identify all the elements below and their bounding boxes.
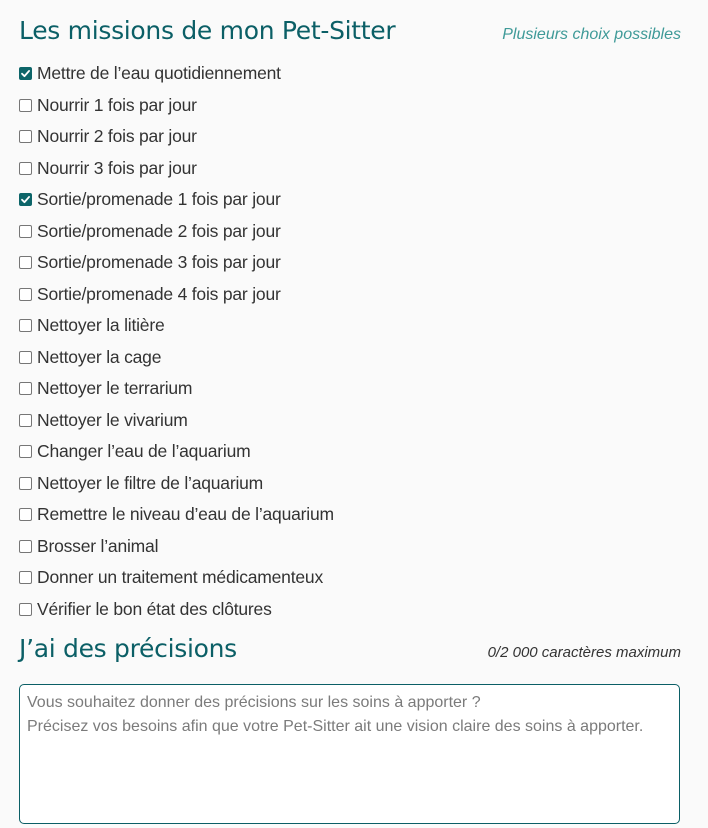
precisions-header: [19, 634, 681, 663]
mission-option-label: Donner un traitement médicamenteux: [37, 567, 323, 588]
mission-option-label: Brosser l’animal: [37, 535, 159, 556]
mission-option[interactable]: [19, 373, 334, 405]
checkbox-unchecked[interactable]: [19, 162, 32, 175]
multiple-choice-hint: Plusieurs choix possibles: [502, 26, 681, 43]
checkbox-unchecked[interactable]: [19, 351, 32, 364]
mission-option[interactable]: [19, 436, 334, 468]
mission-option-label: Sortie/promenade 3 fois par jour: [37, 252, 281, 273]
checkmark-icon: [20, 68, 31, 79]
mission-option-label: Sortie/promenade 2 fois par jour: [37, 220, 281, 241]
mission-option-label: Nourrir 3 fois par jour: [37, 157, 197, 178]
mission-option[interactable]: [19, 310, 334, 342]
checkbox-unchecked[interactable]: [19, 477, 32, 490]
mission-option[interactable]: [19, 405, 334, 437]
checkbox-unchecked[interactable]: [19, 603, 32, 616]
mission-option[interactable]: [19, 594, 334, 626]
mission-option[interactable]: [19, 562, 334, 594]
mission-option[interactable]: [19, 90, 334, 122]
mission-option[interactable]: [19, 121, 334, 153]
mission-option[interactable]: [19, 58, 334, 90]
precisions-textarea[interactable]: [20, 685, 679, 823]
checkbox-checked[interactable]: [19, 193, 32, 206]
mission-option[interactable]: [19, 247, 334, 279]
checkbox-checked[interactable]: [19, 67, 32, 80]
mission-option-label: Sortie/promenade 4 fois par jour: [37, 283, 281, 304]
checkbox-unchecked[interactable]: [19, 382, 32, 395]
checkmark-icon: [20, 194, 31, 205]
checkbox-unchecked[interactable]: [19, 225, 32, 238]
mission-option-label: Nettoyer le vivarium: [37, 409, 188, 430]
checkbox-unchecked[interactable]: [19, 130, 32, 143]
precisions-textarea-container: [19, 684, 680, 824]
mission-option[interactable]: [19, 531, 334, 563]
checkbox-unchecked[interactable]: [19, 445, 32, 458]
checkbox-unchecked[interactable]: [19, 319, 32, 332]
mission-option-label: Nettoyer le filtre de l’aquarium: [37, 472, 264, 493]
mission-option[interactable]: [19, 184, 334, 216]
precisions-title: J’ai des précisions: [19, 634, 237, 663]
mission-option-label: Sortie/promenade 1 fois par jour: [37, 189, 281, 210]
mission-option[interactable]: [19, 468, 334, 500]
mission-option-label: Changer l’eau de l’aquarium: [37, 441, 251, 462]
mission-option[interactable]: [19, 279, 334, 311]
checkbox-unchecked[interactable]: [19, 571, 32, 584]
mission-option[interactable]: [19, 216, 334, 248]
missions-checkbox-list: [19, 58, 334, 625]
mission-option[interactable]: [19, 342, 334, 374]
checkbox-unchecked[interactable]: [19, 540, 32, 553]
mission-option-label: Nettoyer la cage: [37, 346, 162, 367]
character-counter: 0/2 000 caractères maximum: [487, 644, 681, 661]
mission-option[interactable]: [19, 499, 334, 531]
checkbox-unchecked[interactable]: [19, 256, 32, 269]
mission-option-label: Remettre le niveau d’eau de l’aquarium: [37, 504, 334, 525]
missions-header: [19, 16, 681, 45]
missions-title: Les missions de mon Pet-Sitter: [19, 16, 396, 45]
mission-option-label: Mettre de l’eau quotidiennement: [37, 63, 281, 84]
checkbox-unchecked[interactable]: [19, 99, 32, 112]
mission-option[interactable]: [19, 153, 334, 185]
mission-option-label: Vérifier le bon état des clôtures: [37, 598, 272, 619]
mission-option-label: Nourrir 1 fois par jour: [37, 94, 197, 115]
mission-option-label: Nettoyer la litière: [37, 315, 165, 336]
mission-option-label: Nourrir 2 fois par jour: [37, 126, 197, 147]
checkbox-unchecked[interactable]: [19, 288, 32, 301]
checkbox-unchecked[interactable]: [19, 508, 32, 521]
checkbox-unchecked[interactable]: [19, 414, 32, 427]
mission-option-label: Nettoyer le terrarium: [37, 378, 193, 399]
